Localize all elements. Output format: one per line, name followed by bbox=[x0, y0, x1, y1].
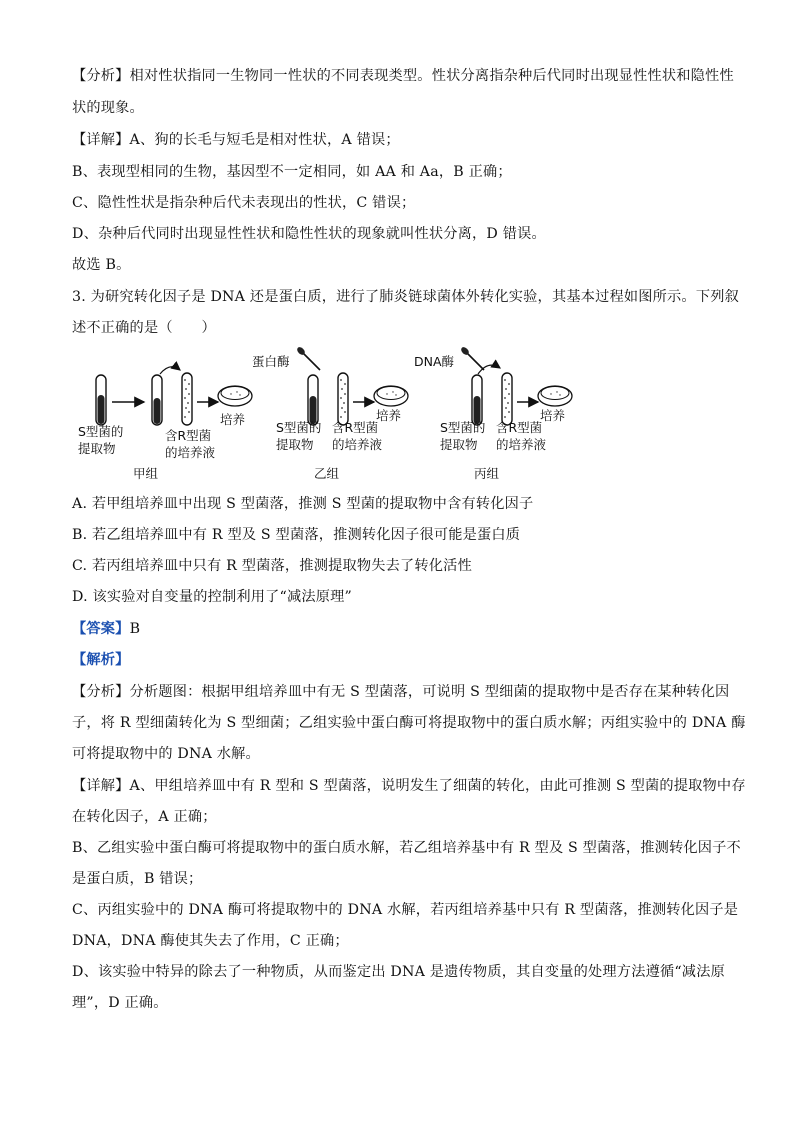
option-d: D. 该实验对自变量的控制利用了“减法原理” bbox=[72, 589, 352, 605]
analysis-line-2: 状的现象。 bbox=[72, 100, 144, 116]
analysis-line-1: 【分析】相对性状指同一生物同一性状的不同表现类型。性状分离指杂种后代同时出现显性性状和隐性性 bbox=[72, 68, 734, 84]
s-extract-label-line-2: 提取物 bbox=[78, 441, 116, 456]
s-extract-tube-icon bbox=[96, 375, 106, 425]
detail-line-3: C、隐性性状是指杂种后代未表现出的性状，C 错误； bbox=[72, 195, 416, 211]
option-c: C. 若丙组培养皿中只有 R 型菌落，推测提取物失去了转化活性 bbox=[72, 558, 472, 574]
detail-line-1: 【详解】A、狗的长毛与短毛是相对性状，A 错误； bbox=[72, 132, 400, 148]
detail2-line-2: 在转化因子，A 正确； bbox=[72, 809, 217, 825]
r-medium-label-line-2: 的培养液 bbox=[332, 437, 383, 452]
conclusion-line: 故选 B。 bbox=[72, 257, 131, 273]
group-bing bbox=[414, 346, 572, 481]
s-extract-label-line-2: 提取物 bbox=[276, 437, 314, 452]
detail2-line-8: 理”，D 正确。 bbox=[72, 995, 168, 1011]
question-stem-line-2: 述不正确的是（ ） bbox=[72, 320, 216, 336]
s-extract-label-line-1: S型菌的 bbox=[78, 424, 124, 439]
s-extract-label-line-1: S型菌的 bbox=[276, 420, 322, 435]
s-extract-tube-icon bbox=[308, 375, 318, 425]
r-medium-label-line-1: 含R型菌 bbox=[165, 428, 212, 443]
dnase-label: DNA酶 bbox=[414, 354, 455, 369]
detail2-line-1: 【详解】A、甲组培养皿中有 R 型和 S 型菌落，说明发生了细菌的转化，由此可推测 S 型菌的提取物中存 bbox=[72, 778, 746, 794]
option-b: B. 若乙组培养皿中有 R 型及 S 型菌落，推测转化因子很可能是蛋白质 bbox=[72, 527, 521, 543]
culture-label: 培养 bbox=[540, 408, 566, 423]
group-jia bbox=[78, 367, 252, 481]
group-label-bing: 丙组 bbox=[474, 466, 500, 481]
r-medium-tube-icon bbox=[502, 373, 512, 425]
group-label-jia: 甲组 bbox=[133, 466, 159, 481]
petri-dish-icon bbox=[374, 386, 408, 406]
answer-value: B bbox=[129, 621, 141, 637]
curved-arrow-icon bbox=[160, 367, 180, 374]
culture-label: 培养 bbox=[376, 408, 402, 423]
s-extract-tube-icon bbox=[472, 375, 482, 425]
detail-line-2: B、表现型相同的生物，基因型不一定相同，如 AA 和 Aa，B 正确； bbox=[72, 164, 512, 180]
answer-label: 【答案】 bbox=[72, 621, 130, 637]
petri-dish-icon bbox=[538, 386, 572, 406]
analysis2-line-1: 【分析】分析题图：根据甲组培养皿中有无 S 型菌落，可说明 S 型细菌的提取物中是否存在某种转化因 bbox=[72, 684, 730, 700]
culture-label: 培养 bbox=[220, 412, 246, 427]
petri-dish-icon bbox=[218, 386, 252, 406]
group-yi bbox=[252, 346, 408, 481]
analysis2-line-2: 子，将 R 型细菌转化为 S 型细菌；乙组实验中蛋白酶可将提取物中的蛋白质水解；丙组实验中的 DNA 酶 bbox=[72, 715, 746, 731]
detail2-line-5: C、丙组实验中的 DNA 酶可将提取物中的 DNA 水解，若丙组培养基中只有 R 型菌落，推测转化因子是 bbox=[72, 902, 739, 918]
option-a: A. 若甲组培养皿中出现 S 型菌落，推测 S 型菌的提取物中含有转化因子 bbox=[72, 496, 534, 512]
group-label-yi: 乙组 bbox=[314, 466, 340, 481]
protease-label: 蛋白酶 bbox=[252, 354, 290, 369]
detail2-line-4: 是蛋白质，B 错误； bbox=[72, 871, 203, 887]
s-extract-label-line-2: 提取物 bbox=[440, 437, 478, 452]
r-medium-label-line-1: 含R型菌 bbox=[332, 420, 379, 435]
detail-line-4: D、杂种后代同时出现显性性状和隐性性状的现象就叫性状分离，D 错误。 bbox=[72, 226, 546, 242]
experiment-figure bbox=[70, 340, 590, 490]
s-extract-label-line-1: S型菌的 bbox=[440, 420, 486, 435]
answer-line bbox=[72, 619, 732, 639]
r-medium-tube-icon bbox=[182, 373, 192, 425]
detail2-line-7: D、该实验中特异的除去了一种物质，从而鉴定出 DNA 是遗传物质，其自变量的处理方法遵循“减法原 bbox=[72, 964, 725, 980]
question-stem-line-1: 3. 为研究转化因子是 DNA 还是蛋白质，进行了肺炎链球菌体外转化实验，其基本过程如图所示。下列叙 bbox=[72, 289, 739, 305]
dropper-icon bbox=[296, 346, 320, 370]
mixed-tube-icon bbox=[152, 375, 162, 425]
r-medium-tube-icon bbox=[338, 373, 348, 425]
detail2-line-3: B、乙组实验中蛋白酶可将提取物中的蛋白质水解，若乙组培养基中有 R 型及 S 型菌落，推测转化因子不 bbox=[72, 840, 741, 856]
r-medium-label-line-1: 含R型菌 bbox=[496, 420, 543, 435]
explanation-heading bbox=[72, 650, 732, 670]
r-medium-label-line-2: 的培养液 bbox=[496, 437, 547, 452]
r-medium-label-line-2: 的培养液 bbox=[165, 445, 216, 460]
dropper-icon bbox=[460, 346, 484, 370]
analysis2-line-3: 可将提取物中的 DNA 水解。 bbox=[72, 746, 260, 762]
detail2-line-6: DNA，DNA 酶使其失去了作用，C 正确； bbox=[72, 933, 349, 949]
explanation-label: 【解析】 bbox=[72, 652, 130, 668]
